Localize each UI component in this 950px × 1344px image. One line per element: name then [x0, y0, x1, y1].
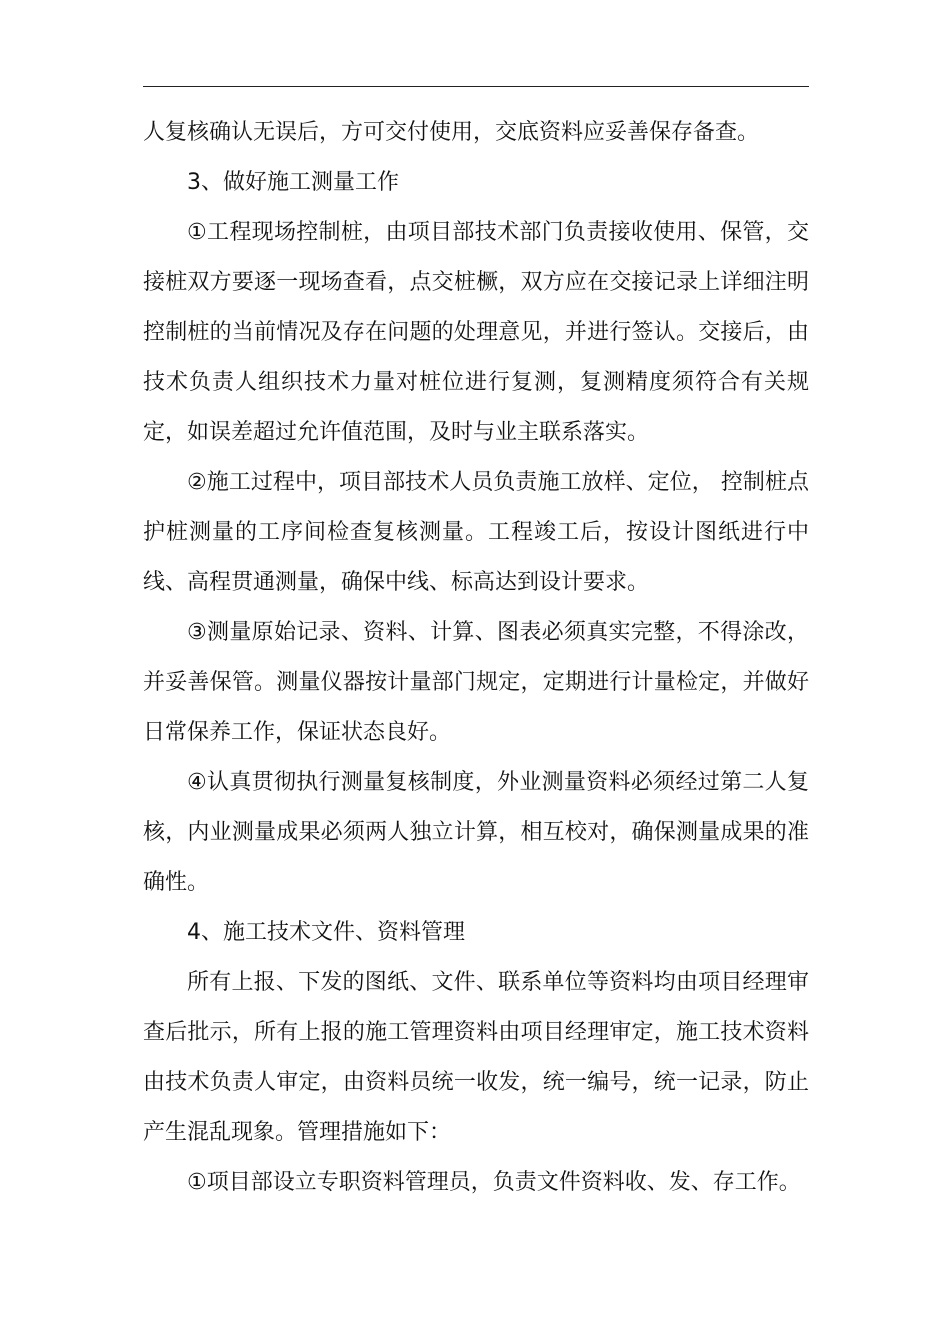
- paragraph-document-approval: 所有上报、下发的图纸、文件、联系单位等资料均由项目经理审查后批示，所有上报的施工管理资料由项目经理审定，施工技术资料由技术负责人审定，由资料员统一收发，统一编号，统一记录，防止产生混乱现象。管理措施如下：: [143, 970, 809, 1145]
- paragraph-control-piles: ①工程现场控制桩，由项目部技术部门负责接收使用、保管，交接桩双方要逐一现场查看，点交桩橛，双方应在交接记录上详细注明控制桩的当前情况及存在问题的处理意见，并进行签认。交接后，由技术负责人组织技术力量对桩位进行复测，复测精度须符合有关规定，如误差超过允许值范围，及时与业主联系落实。: [143, 220, 809, 445]
- paragraph-continuation: 人复核确认无误后，方可交付使用，交底资料应妥善保存备查。: [143, 120, 760, 145]
- paragraph-survey-records: ③测量原始记录、资料、计算、图表必须真实完整，不得涂改，并妥善保管。测量仪器按计量部门规定，定期进行计量检定，并做好日常保养工作，保证状态良好。: [143, 620, 809, 745]
- document-body: [143, 108, 809, 1208]
- section-heading-survey-work: 3、做好施工测量工作: [187, 170, 399, 195]
- header-rule: [143, 86, 809, 87]
- paragraph-verification-system: ④认真贯彻执行测量复核制度，外业测量资料必须经过第二人复核，内业测量成果必须两人独立计算，相互校对，确保测量成果的准确性。: [143, 770, 809, 895]
- paragraph-construction-process: ②施工过程中，项目部技术人员负责施工放样、定位， 控制桩点护桩测量的工序间检查复核测量。工程竣工后，按设计图纸进行中线、高程贯通测量，确保中线、标高达到设计要求。: [143, 470, 809, 595]
- paragraph-document-manager: ①项目部设立专职资料管理员，负责文件资料收、发、存工作。: [187, 1170, 801, 1195]
- section-heading-documents: 4、施工技术文件、资料管理: [187, 920, 465, 945]
